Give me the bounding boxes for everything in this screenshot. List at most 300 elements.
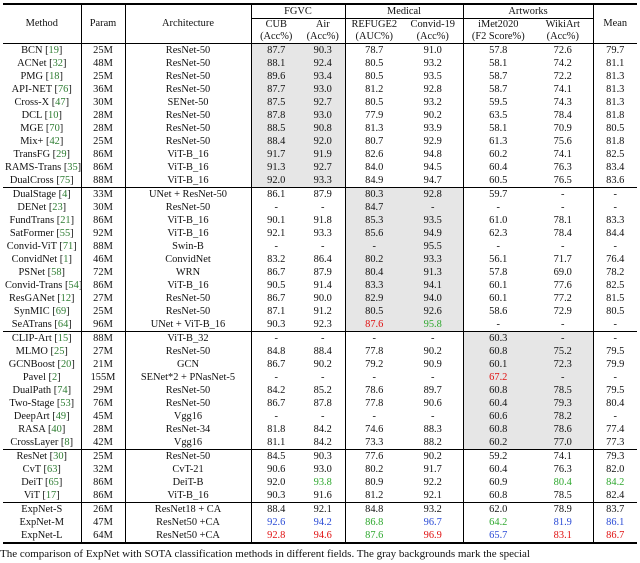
wiki-cell: - [533,371,593,384]
imet-cell: 60.9 [463,476,533,489]
imet-cell: 56.1 [463,253,533,266]
architecture-cell: ResNet-50 [125,57,251,70]
table-row [3,423,637,436]
table-row [3,279,637,292]
citation-link[interactable]: 15 [57,332,69,344]
convid-cell: 90.2 [423,109,442,121]
method-cell: CLIP-Art [15] [11,332,72,344]
table-row [3,332,637,346]
cub-cell: 92.6 [251,516,301,529]
refuge-cell: 80.5 [345,57,403,70]
method-cell: BCN [19] [21,44,63,56]
convid-cell: 93.5 [423,70,442,82]
method-cell: Convid-ViT [71] [6,240,77,252]
refuge-cell: 79.2 [345,358,403,371]
architecture-cell: ResNet-50 [125,83,251,96]
method-cell: PSNet [58] [18,266,65,278]
comparison-table-wrapper [3,3,637,544]
method-cell: DualCross [75] [9,174,74,186]
air-cell: - [321,332,325,344]
header-row-1 [3,4,637,19]
convid-cell: 95.8 [403,318,463,332]
citation-link[interactable]: 30 [53,450,64,462]
air-cell: 92.3 [313,318,332,330]
wiki-cell: 71.7 [553,253,572,265]
citation-link[interactable]: 2 [51,371,58,383]
cub-cell: 90.5 [251,279,301,292]
air-cell: 92.0 [301,135,345,148]
wiki-cell: 78.2 [533,410,593,423]
mean-cell: 80.5 [593,305,637,318]
param-cell: 155M [81,371,125,384]
param-cell: 28M [81,122,125,135]
convid-cell: 89.7 [423,384,442,396]
air-cell: 88.4 [313,345,332,357]
cub-cell: 87.1 [251,305,301,318]
imet-cell: 63.5 [463,109,533,122]
cub-cell: 84.2 [251,384,301,397]
citation-link[interactable]: 23 [52,201,63,213]
table-row [3,410,637,423]
air-cell: 92.7 [301,161,345,174]
method-cell: PMG [18] [20,70,63,82]
citation-link[interactable]: 18 [49,70,60,82]
param-cell: 26M [81,503,125,517]
table-row [3,529,637,543]
convid-cell: 94.5 [423,161,442,173]
citation-link[interactable]: 32 [52,57,63,69]
citation-link[interactable]: 4 [62,188,68,200]
citation-link[interactable]: 19 [48,44,59,56]
refuge-cell: 78.6 [345,384,403,397]
citation-link[interactable]: 53 [60,397,71,409]
refuge-cell: 87.6 [345,529,403,543]
cub-cell: - [251,410,301,423]
convid-cell: - [403,201,463,214]
citation-link[interactable]: 29 [56,148,67,160]
air-cell: 91.8 [313,214,332,226]
citation-link[interactable]: 20 [60,358,72,370]
wiki-cell: - [561,201,565,213]
wiki-cell: - [533,332,593,346]
wiki-cell: 76.3 [553,463,572,475]
citation-link[interactable]: 8 [64,436,70,448]
table-row [3,489,637,503]
cub-cell: 86.7 [251,358,301,371]
imet-cell: 60.8 [463,345,533,358]
mean-cell: 77.4 [593,423,637,436]
citation-link[interactable]: 65 [48,476,59,488]
mean-cell: 83.7 [593,503,637,517]
mean-cell: 79.5 [593,345,637,358]
architecture-cell: SENet*2 + PNasNet-5 [125,371,251,384]
citation-link[interactable]: 63 [47,463,58,475]
table-row [3,345,637,358]
mean-cell: - [593,410,637,423]
citation-link[interactable]: 35 [67,161,78,173]
param-cell: 76M [81,397,125,410]
table-row [3,214,637,227]
refuge-cell: 87.6 [345,318,403,332]
param-cell: 72M [81,266,125,279]
wiki-cell: 74.2 [553,57,572,69]
wiki-cell: 78.9 [553,503,572,515]
wiki-cell: 78.5 [533,384,593,397]
convid-cell: 91.0 [423,44,442,56]
mean-cell: - [593,332,637,346]
wiki-cell: 76.3 [553,161,572,173]
imet-cell: 58.6 [463,305,533,318]
mean-cell: 78.2 [593,266,637,279]
citation-link[interactable]: 40 [51,423,62,435]
architecture-cell: ResNet-50 [125,384,251,397]
param-cell: 86M [81,279,125,292]
air-cell: 92.1 [313,503,332,515]
citation-link[interactable]: 17 [45,489,57,501]
cub-cell: 88.4 [251,135,301,148]
method-cell: GCNBoost [20] [8,358,75,370]
mean-cell: 84.2 [593,476,637,489]
imet-cell: - [463,240,533,253]
refuge-cell: - [345,240,403,253]
citation-link[interactable]: 47 [55,96,66,108]
mean-cell: 81.1 [593,57,637,70]
citation-link[interactable]: 12 [60,292,72,304]
cub-cell: 83.2 [251,253,301,266]
air-cell: 87.9 [313,266,332,278]
param-cell: 88M [81,174,125,188]
mean-cell: 82.0 [593,463,637,476]
convid-cell: 94.7 [423,174,442,186]
table-row [3,240,637,253]
table-row [3,201,637,214]
air-cell: 94.2 [313,516,332,528]
architecture-cell: ResNet-50 [125,345,251,358]
cub-cell: 90.1 [251,214,301,227]
refuge-cell: 80.4 [345,266,403,279]
cub-cell: 89.6 [251,70,301,83]
architecture-cell: Swin-B [125,240,251,253]
imet-cell: 60.4 [463,463,533,476]
param-cell: 30M [81,201,125,214]
wiki-cell: 80.4 [553,476,572,488]
method-cell: Two-Stage [53] [9,397,75,409]
method-cell: FundTrans [21] [9,214,75,226]
air-cell: 93.3 [301,174,345,188]
mean-cell: 77.3 [593,436,637,450]
citation-link[interactable]: 10 [48,109,59,121]
cub-cell: - [251,332,301,346]
air-cell: 91.4 [313,279,332,291]
method-cell: RASA [40] [18,423,66,435]
architecture-cell: ViT-B_16 [125,161,251,174]
convid-cell: - [431,332,435,344]
cub-cell: - [251,371,301,384]
wiki-cell: 79.3 [533,397,593,410]
convid-cell: 90.2 [423,450,442,462]
wiki-cell: 72.3 [533,358,593,371]
param-cell: 96M [81,318,125,332]
imet-cell: - [463,318,533,332]
citation-link[interactable]: 21 [60,214,71,226]
cub-cell: 81.8 [251,423,301,436]
method-cell: MGE [70] [20,122,64,134]
param-cell: 28M [81,109,125,122]
method-cell: Convid-Trans [54] [5,279,83,291]
cub-cell: 91.3 [251,161,301,174]
refuge-cell: - [345,332,403,346]
convid-cell: 93.5 [403,214,463,227]
architecture-cell: ViT-B_16 [125,227,251,240]
imet-cell: 60.2 [463,436,533,450]
mean-cell: 80.4 [593,397,637,410]
convid-cell: 94.0 [403,292,463,305]
refuge-cell: 74.6 [345,423,403,436]
wiki-cell: - [561,318,565,330]
table-row [3,384,637,397]
mean-cell: 79.9 [593,358,637,371]
architecture-cell: ResNet-50 [125,305,251,318]
imet-cell: 60.8 [463,489,533,503]
mean-cell: - [593,318,637,332]
param-cell: 92M [81,227,125,240]
col-refuge: REFUGE2 (AUC%) [345,19,403,44]
wiki-cell: 78.4 [553,109,572,121]
citation-link[interactable]: 76 [57,83,69,95]
mean-cell: 81.5 [593,292,637,305]
param-cell: 47M [81,516,125,529]
refuge-cell: 84.7 [345,201,403,214]
refuge-cell: 77.9 [345,109,403,122]
wiki-cell: 72.2 [553,70,572,82]
air-cell: 93.0 [301,83,345,96]
citation-link[interactable]: 54 [68,279,79,291]
method-cell: Mix+ [42] [20,135,64,147]
air-cell: 85.2 [313,384,332,396]
wiki-cell: 77.2 [553,292,572,304]
table-body [3,44,637,544]
imet-cell: 60.8 [463,423,533,436]
imet-cell: 60.1 [463,358,533,371]
imet-cell: 60.1 [463,292,533,305]
mean-cell: - [593,201,637,214]
refuge-cell: 78.7 [345,44,403,58]
param-cell: 32M [81,463,125,476]
refuge-cell: 80.5 [345,96,403,109]
table-row [3,266,637,279]
air-cell: 86.4 [313,253,332,265]
table-row [3,174,637,188]
imet-cell: 61.3 [463,135,533,148]
table-row [3,397,637,410]
method-cell: DCL [10] [21,109,62,121]
cub-cell: - [251,240,301,253]
architecture-cell: ResNet50 +CA [125,516,251,529]
col-param: Param [81,4,125,44]
param-cell: 36M [81,83,125,96]
refuge-cell: 80.5 [345,70,403,83]
citation-link[interactable]: 42 [49,135,60,147]
citation-link[interactable]: 69 [55,305,67,317]
air-cell: 93.8 [313,476,332,488]
method-cell: DualPath [74] [12,384,72,396]
param-cell: 88M [81,240,125,253]
imet-cell: 64.2 [463,516,533,529]
refuge-cell: 84.0 [345,161,403,174]
imet-cell: 62.0 [463,503,533,517]
method-cell: DeiT [65] [21,476,63,488]
imet-cell: 60.1 [463,279,533,292]
imet-cell: 61.0 [463,214,533,227]
refuge-cell: 85.6 [345,227,403,240]
convid-cell: 88.3 [423,423,442,435]
convid-cell: 93.2 [423,57,442,69]
method-cell: SynMIC [69] [13,305,70,317]
architecture-cell: ViT-B_16 [125,214,251,227]
refuge-cell: 80.3 [345,188,403,202]
architecture-cell: ConvidNet [125,253,251,266]
air-cell: 87.9 [313,188,332,200]
imet-cell: 65.7 [463,529,533,543]
wiki-cell: 74.1 [553,83,572,95]
method-cell: API-NET [76] [11,83,72,95]
convid-cell: 93.2 [423,503,442,515]
architecture-cell: ResNet-50 [125,122,251,135]
air-cell: - [321,240,325,252]
wiki-cell: 69.0 [553,266,572,278]
imet-cell: 58.1 [463,122,533,135]
wiki-cell: 72.9 [553,305,572,317]
cub-cell: 87.5 [251,96,301,109]
architecture-cell: ResNet50 +CA [125,529,251,543]
col-mean: Mean [593,4,637,44]
imet-cell: 60.6 [463,410,533,423]
param-cell: 48M [81,57,125,70]
table-row [3,305,637,318]
architecture-cell: ViT-B_16 [125,174,251,188]
cub-cell: - [251,201,301,214]
param-cell: 27M [81,345,125,358]
table-row [3,463,637,476]
imet-cell: 59.5 [463,96,533,109]
air-cell: 92.4 [301,57,345,70]
wiki-cell: 77.6 [553,279,572,291]
air-cell: 93.3 [313,227,332,239]
air-cell: - [321,371,325,383]
imet-cell: 59.7 [463,188,533,202]
air-cell: 92.7 [301,96,345,109]
architecture-cell: ResNet-50 [125,109,251,122]
refuge-cell: 81.2 [345,489,403,503]
wiki-cell: 76.5 [553,174,572,186]
mean-cell: 86.1 [593,516,637,529]
param-cell: 25M [81,305,125,318]
imet-cell: 62.3 [463,227,533,240]
param-cell: 27M [81,292,125,305]
air-cell: 90.3 [301,44,345,58]
citation-link[interactable]: 55 [59,227,71,239]
imet-cell: 60.3 [463,332,533,346]
cub-cell: 81.1 [251,436,301,450]
architecture-cell: ResNet-50 [125,135,251,148]
col-imet: iMet2020 (F2 Score%) [463,19,533,44]
method-cell: ACNet [32] [17,57,67,69]
mean-cell: 79.3 [593,450,637,464]
imet-cell: 57.8 [463,44,533,58]
air-cell: 84.2 [313,436,332,448]
col-cub: CUB (Acc%) [251,19,301,44]
architecture-cell: SENet-50 [125,96,251,109]
architecture-cell: ResNet18 + CA [125,503,251,517]
wiki-cell: 75.2 [533,345,593,358]
imet-cell: 60.2 [463,148,533,161]
refuge-cell: 84.9 [345,174,403,188]
cub-cell: 92.0 [251,476,301,489]
refuge-cell: 85.3 [345,214,403,227]
convid-cell: 94.1 [403,279,463,292]
convid-cell: 92.2 [423,476,442,488]
param-cell: 46M [81,253,125,266]
citation-link[interactable]: 74 [57,384,68,396]
mean-cell: 80.5 [593,122,637,135]
group-medical: Medical [345,4,463,19]
citation-link[interactable]: 1 [63,253,69,265]
method-cell: SatFormer [55] [9,227,74,239]
citation-link[interactable]: 70 [49,122,60,134]
air-cell: 87.8 [313,397,332,409]
mean-cell: 82.5 [593,279,637,292]
method-cell: ConvidNet [1] [11,253,72,265]
param-cell: 86M [81,476,125,489]
group-artworks: Artworks [463,4,593,19]
table-row [3,44,637,58]
wiki-cell: 75.6 [553,135,572,147]
refuge-cell: 73.3 [345,436,403,450]
citation-link[interactable]: 71 [62,240,74,252]
mean-cell: 83.4 [593,161,637,174]
architecture-cell: ViT-B_32 [125,332,251,346]
mean-cell: 81.8 [593,135,637,148]
table-row [3,371,637,384]
mean-cell: 79.5 [593,384,637,397]
param-cell: 45M [81,410,125,423]
architecture-cell: UNet + ViT-B_16 [125,318,251,332]
architecture-cell: Vgg16 [125,436,251,450]
param-cell: 28M [81,423,125,436]
mean-cell: 81.3 [593,96,637,109]
air-cell: 90.8 [301,122,345,135]
architecture-cell: DeiT-B [125,476,251,489]
architecture-cell: ViT-B_16 [125,489,251,503]
convid-cell: - [431,371,435,383]
imet-cell: 58.1 [463,57,533,70]
citation-link[interactable]: 49 [55,410,67,422]
convid-cell: 92.6 [403,305,463,318]
wiki-cell: 74.3 [553,96,572,108]
air-cell: 93.4 [301,70,345,83]
table-caption: The comparison of ExpNet with SOTA classification methods in different fields. The gray backgrounds mark the special [0,548,530,560]
convid-cell: 92.8 [403,188,463,202]
citation-link[interactable]: 25 [54,345,65,357]
cub-cell: 92.8 [251,529,301,543]
citation-link[interactable]: 75 [59,174,71,186]
wiki-cell: - [561,188,565,200]
citation-link[interactable]: 58 [51,266,62,278]
imet-cell: - [463,201,533,214]
convid-cell: 93.3 [403,253,463,266]
mean-cell: 83.6 [593,174,637,188]
citation-link[interactable]: 64 [57,318,69,330]
